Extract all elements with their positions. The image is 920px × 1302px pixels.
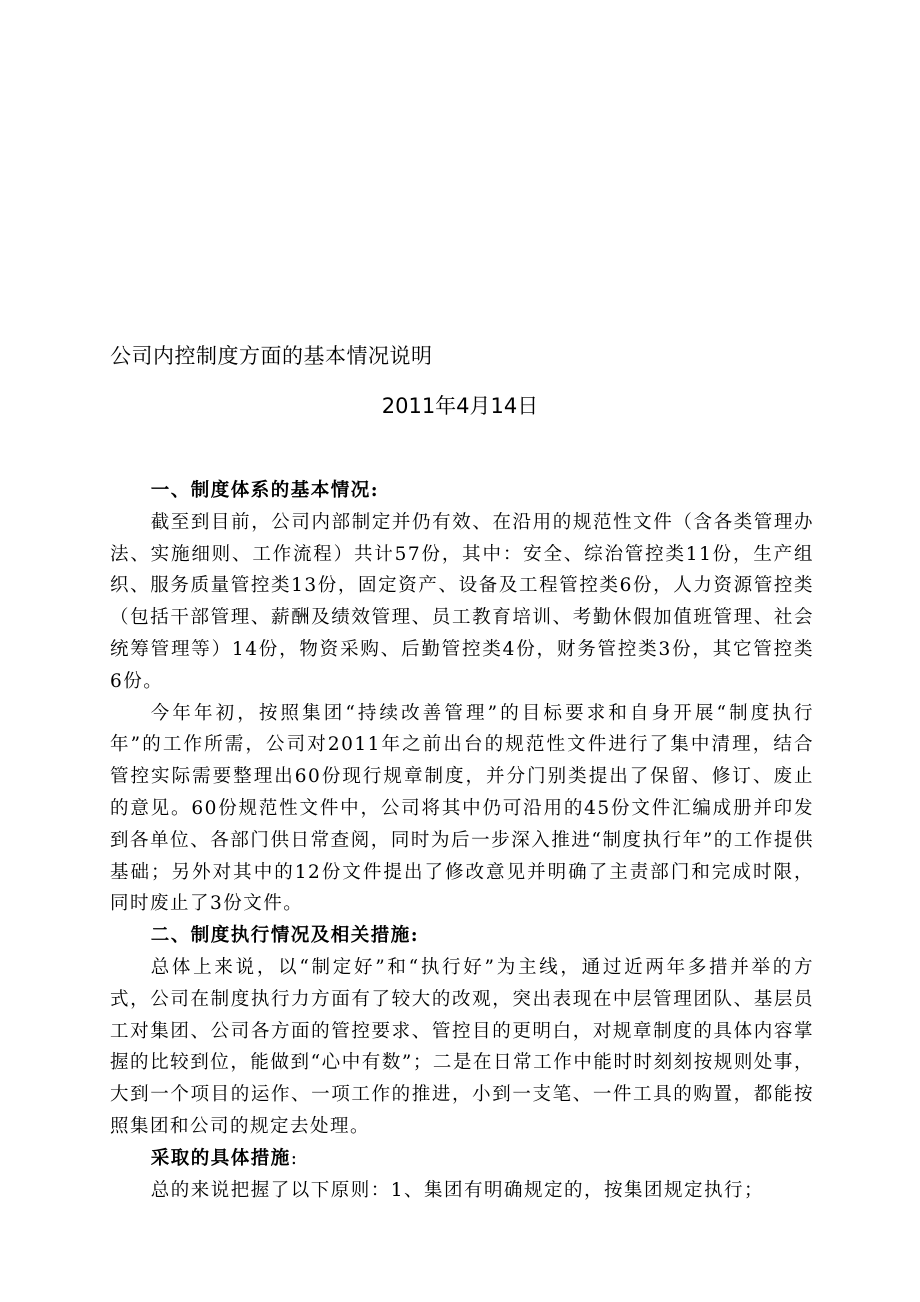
document-body bbox=[110, 475, 814, 1206]
document-title: 公司内控制度方面的基本情况说明 bbox=[110, 344, 433, 368]
section-1-heading: 一、制度体系的基本情况: bbox=[150, 480, 380, 501]
section-2-paragraph-2: 总的来说把握了以下原则：1、集团有明确规定的，按集团规定执行； bbox=[150, 1179, 764, 1201]
document-date: 2011年4月14日 bbox=[381, 394, 539, 418]
section-1-paragraph-2: 今年年初，按照集团“持续改善管理”的目标要求和自身开展“制度执行年”的工作所需，公司对2011年之前出台的规范性文件进行了集中清理，结合管控实际需要整理出60份现行规章制度，并分门别类提出了保留、修订、废止的意见。60份规范性文件中，公司将其中仍可沿用的45份文件汇编成册并印发到各单位、各部门供日常查阅，同时为后一步深入推进“制度执行年”的工作提供基础；另外对其中的12份文件提出了修改意见并明确了主责部门和完成时限，同时废止了3份文件。 bbox=[110, 702, 814, 915]
measures-subheading-colon: : bbox=[290, 1147, 299, 1169]
section-2-paragraph-1: 总体上来说，以“制定好”和“执行好”为主线，通过近两年多措并举的方式，公司在制度执行力方面有了较大的改观，突出表现在中层管理团队、基层员工对集团、公司各方面的管控要求、管控目的更明白，对规章制度的具体内容掌握的比较到位，能做到“心中有数”；二是在日常工作中能时时刻刻按规则处事，大到一个项目的运作、一项工作的推进，小到一支笔、一件工具的购置，都能按照集团和公司的规定去处理。 bbox=[110, 956, 814, 1137]
measures-subheading-label: 采取的具体措施 bbox=[150, 1147, 291, 1169]
measures-subheading bbox=[110, 1143, 814, 1175]
section-1-paragraph-1: 截至到目前，公司内部制定并仍有效、在沿用的规范性文件（含各类管理办法、实施细则、工作流程）共计57份，其中：安全、综治管控类11份，生产组织、服务质量管控类13份，固定资产、设备及工程管控类6份，人力资源管控类（包括干部管理、薪酬及绩效管理、员工教育培训、考勤休假加值班管理、社会统筹管理等）14份，物资采购、后勤管控类4份，财务管控类3份，其它管控类6份。 bbox=[110, 511, 814, 692]
section-2-heading: 二、制度执行情况及相关措施: bbox=[150, 925, 420, 947]
